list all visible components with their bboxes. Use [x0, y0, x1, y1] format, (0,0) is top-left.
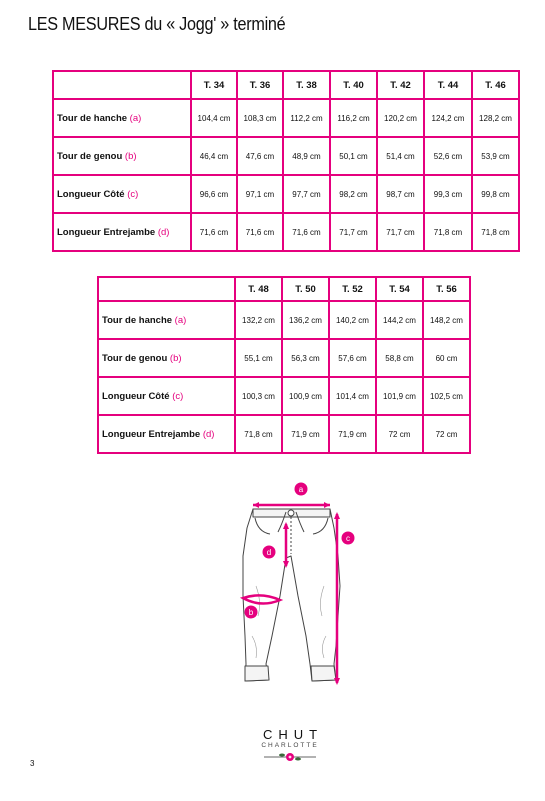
empty-header-cell — [98, 277, 235, 301]
size-header: T. 48 — [235, 277, 282, 301]
table-cell: 48,9 cm — [283, 137, 330, 175]
table-cell: 47,6 cm — [237, 137, 283, 175]
table-cell: 58,8 cm — [376, 339, 423, 377]
size-header: T. 56 — [423, 277, 470, 301]
table-cell: 71,8 cm — [424, 213, 472, 251]
table-cell: 56,3 cm — [282, 339, 329, 377]
measurements-table-1 — [52, 70, 520, 252]
table-row — [53, 99, 519, 137]
table-cell: 71,7 cm — [330, 213, 377, 251]
measure-a-hip — [253, 483, 330, 509]
table-cell: 52,6 cm — [424, 137, 472, 175]
row-label — [53, 175, 191, 213]
table-cell: 97,7 cm — [283, 175, 330, 213]
table-cell: 72 cm — [423, 415, 470, 453]
table-cell: 104,4 cm — [191, 99, 237, 137]
table-row — [98, 415, 470, 453]
row-label — [53, 99, 191, 137]
table-cell: 132,2 cm — [235, 301, 282, 339]
table-cell: 148,2 cm — [423, 301, 470, 339]
measure-letter: (d) — [157, 226, 170, 238]
jogger-pants-diagram — [228, 476, 363, 691]
table-header-row — [98, 277, 470, 301]
table-cell: 71,8 cm — [235, 415, 282, 453]
table-cell: 108,3 cm — [237, 99, 283, 137]
table-row — [53, 137, 519, 175]
empty-header-cell — [53, 71, 191, 99]
table-row — [98, 377, 470, 415]
size-header: T. 46 — [472, 71, 519, 99]
brand-name: CHUT — [262, 727, 324, 742]
page-title: LES MESURES du « Jogg' » terminé — [28, 14, 286, 34]
brand-subtitle: CHARLOTTE — [261, 742, 319, 749]
table-cell: 57,6 cm — [329, 339, 376, 377]
table-cell: 100,9 cm — [282, 377, 329, 415]
table-cell: 71,9 cm — [329, 415, 376, 453]
measure-letter: (d) — [202, 428, 215, 440]
table-cell: 102,5 cm — [423, 377, 470, 415]
measure-letter: (a) — [129, 112, 142, 124]
table-cell: 99,3 cm — [424, 175, 472, 213]
measure-c-side — [334, 512, 355, 685]
table-cell: 96,6 cm — [191, 175, 237, 213]
measure-letter: (b) — [124, 150, 137, 162]
table-header-row — [53, 71, 519, 99]
table-cell: 128,2 cm — [472, 99, 519, 137]
size-header: T. 34 — [191, 71, 237, 99]
table-cell: 97,1 cm — [237, 175, 283, 213]
table-cell: 120,2 cm — [377, 99, 424, 137]
marker-c-label: c — [346, 534, 350, 543]
table-cell: 60 cm — [423, 339, 470, 377]
table-cell: 100,3 cm — [235, 377, 282, 415]
table-cell: 124,2 cm — [424, 99, 472, 137]
measure-letter: (c) — [127, 188, 139, 200]
measure-name: Tour de genou — [57, 150, 123, 162]
measure-name: Tour de hanche — [102, 314, 173, 326]
brand-logo — [240, 728, 340, 768]
table-cell: 51,4 cm — [377, 137, 424, 175]
table-cell: 71,6 cm — [237, 213, 283, 251]
table-cell: 136,2 cm — [282, 301, 329, 339]
page-number: 3 — [30, 759, 35, 768]
row-label — [53, 213, 191, 251]
row-label — [98, 415, 235, 453]
measurements-table-2 — [97, 276, 471, 454]
table-cell: 55,1 cm — [235, 339, 282, 377]
table-cell: 71,6 cm — [283, 213, 330, 251]
table-cell: 71,9 cm — [282, 415, 329, 453]
row-label — [53, 137, 191, 175]
table-cell: 53,9 cm — [472, 137, 519, 175]
measure-letter: (b) — [169, 352, 182, 364]
table-cell: 116,2 cm — [330, 99, 377, 137]
marker-a-label: a — [298, 485, 304, 494]
measure-name: Tour de hanche — [57, 112, 128, 124]
measure-name: Longueur Entrejambe — [102, 428, 201, 440]
marker-b-label: b — [248, 608, 254, 617]
table-cell: 98,2 cm — [330, 175, 377, 213]
size-header: T. 42 — [377, 71, 424, 99]
table-cell: 112,2 cm — [283, 99, 330, 137]
size-header: T. 44 — [424, 71, 472, 99]
table-cell: 72 cm — [376, 415, 423, 453]
measure-name: Tour de genou — [102, 352, 168, 364]
table-row — [53, 213, 519, 251]
table-row — [98, 301, 470, 339]
table-cell: 98,7 cm — [377, 175, 424, 213]
table-cell: 71,6 cm — [191, 213, 237, 251]
table-cell: 140,2 cm — [329, 301, 376, 339]
measure-letter: (c) — [172, 390, 184, 402]
table-row — [98, 339, 470, 377]
size-header: T. 38 — [283, 71, 330, 99]
measure-name: Longueur Côté — [57, 188, 125, 200]
size-header: T. 50 — [282, 277, 329, 301]
table-cell: 71,7 cm — [377, 213, 424, 251]
table-cell: 101,4 cm — [329, 377, 376, 415]
marker-d-label: d — [266, 548, 272, 557]
size-header: T. 36 — [237, 71, 283, 99]
row-label — [98, 339, 235, 377]
size-header: T. 40 — [330, 71, 377, 99]
flower-branch-icon — [262, 751, 318, 763]
size-header: T. 52 — [329, 277, 376, 301]
table-cell: 46,4 cm — [191, 137, 237, 175]
table-cell: 99,8 cm — [472, 175, 519, 213]
table-cell: 71,8 cm — [472, 213, 519, 251]
row-label — [98, 377, 235, 415]
table-row — [53, 175, 519, 213]
size-header: T. 54 — [376, 277, 423, 301]
table-cell: 101,9 cm — [376, 377, 423, 415]
table-cell: 50,1 cm — [330, 137, 377, 175]
row-label — [98, 301, 235, 339]
measure-letter: (a) — [174, 314, 187, 326]
measure-name: Longueur Entrejambe — [57, 226, 156, 238]
table-cell: 144,2 cm — [376, 301, 423, 339]
measure-name: Longueur Côté — [102, 390, 170, 402]
